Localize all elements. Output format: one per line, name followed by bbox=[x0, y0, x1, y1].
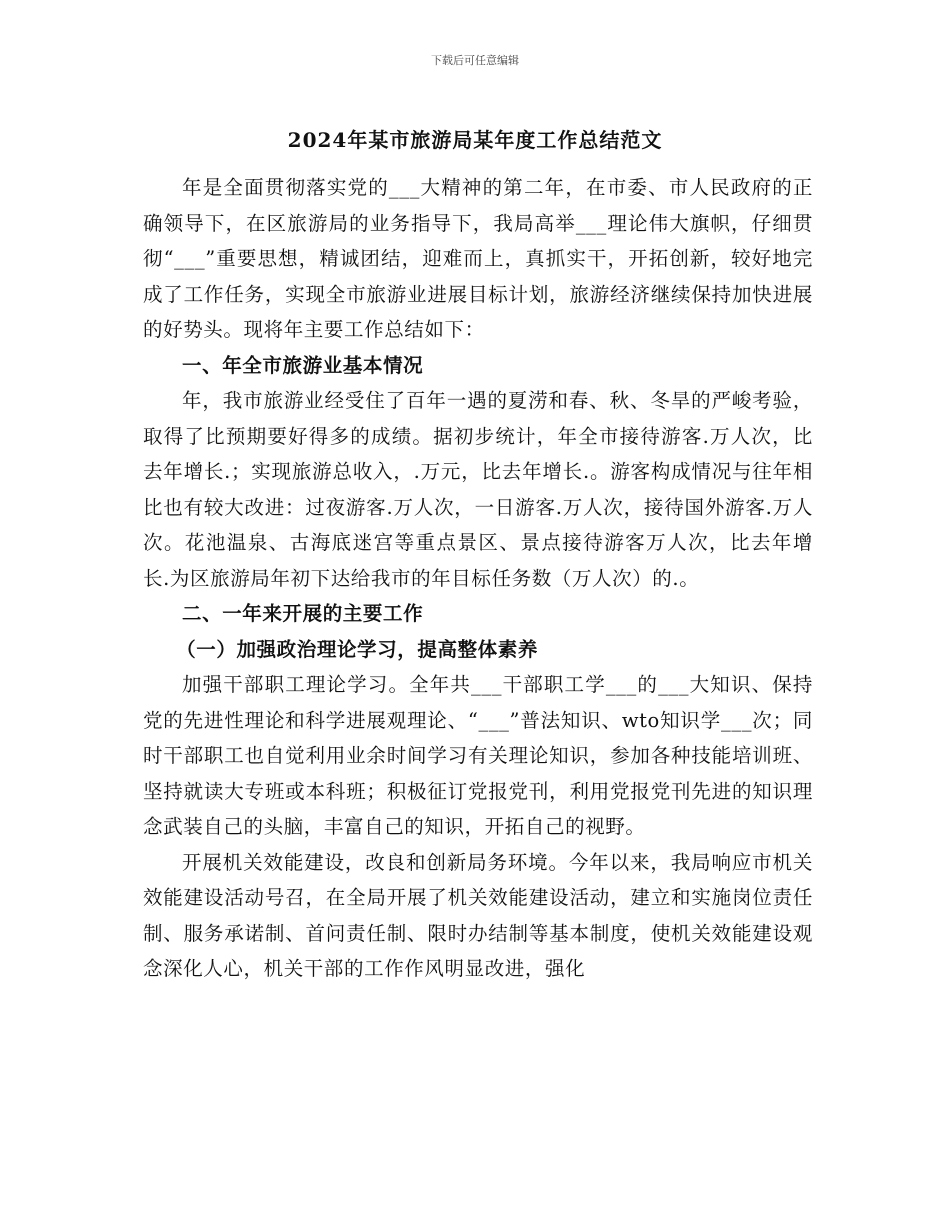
section-heading-2: 二、一年来开展的主要工作 bbox=[182, 602, 424, 625]
document-title: 2024年某市旅游局某年度工作总结范文 bbox=[287, 128, 663, 152]
page-header-note: 下载后可任意编辑 bbox=[431, 54, 519, 67]
document-body bbox=[143, 170, 813, 987]
subsection-1-paragraph-2: 开展机关效能建设，改良和创新局务环境。今年以来，我局响应市机关效能建设活动号召，在全局开展了机关效能建设活动，建立和实施岗位责任制、服务承诺制、首问责任制、限时办结制等基本制度，使机关效能建设观念深化人心，机关干部的工作作风明显改进，强化 bbox=[143, 850, 813, 980]
intro-paragraph: 年是全面贯彻落实党的___大精神的第二年，在市委、市人民政府的正确领导下，在区旅游局的业务指导下，我局高举___理论伟大旗帜，仔细贯彻“___”重要思想，精诚团结，迎难而上，真抓实干，开拓创新，较好地完成了工作任务，实现全市旅游业进展目标计划，旅游经济继续保持加快进展的好势头。现将年主要工作总结如下： bbox=[143, 176, 813, 341]
subsection-heading-1: （一）加强政治理论学习，提高整体素养 bbox=[176, 637, 538, 661]
section-heading-1: 一、年全市旅游业基本情况 bbox=[182, 353, 424, 377]
section-1-paragraph: 年，我市旅游业经受住了百年一遇的夏涝和春、秋、冬旱的严峻考验，取得了比预期要好得多的成绩。据初步统计，年全市接待游客.万人次，比去年增长.；实现旅游总收入，.万元，比去年增长.。游客构成情况与往年相比也有较大改进：过夜游客.万人次，一日游客.万人次，接待国外游客.万人次。花池温泉、古海底迷宫等重点景区、景点接待游客万人次，比去年增长.为区旅游局年初下达给我市的年目标任务数（万人次）的.。 bbox=[143, 389, 813, 590]
subsection-1-paragraph-1: 加强干部职工理论学习。全年共___干部职工学___的___大知识、保持党的先进性理论和科学进展观理论、“___”普法知识、wto知识学___次；同时干部职工也自觉利用业余时间学习有关理论知识，参加各种技能培训班、坚持就读大专班或本科班；积极征订党报党刊，利用党报党刊先进的知识理念武装自己的头脑，丰富自己的知识，开拓自己的视野。 bbox=[143, 673, 813, 838]
